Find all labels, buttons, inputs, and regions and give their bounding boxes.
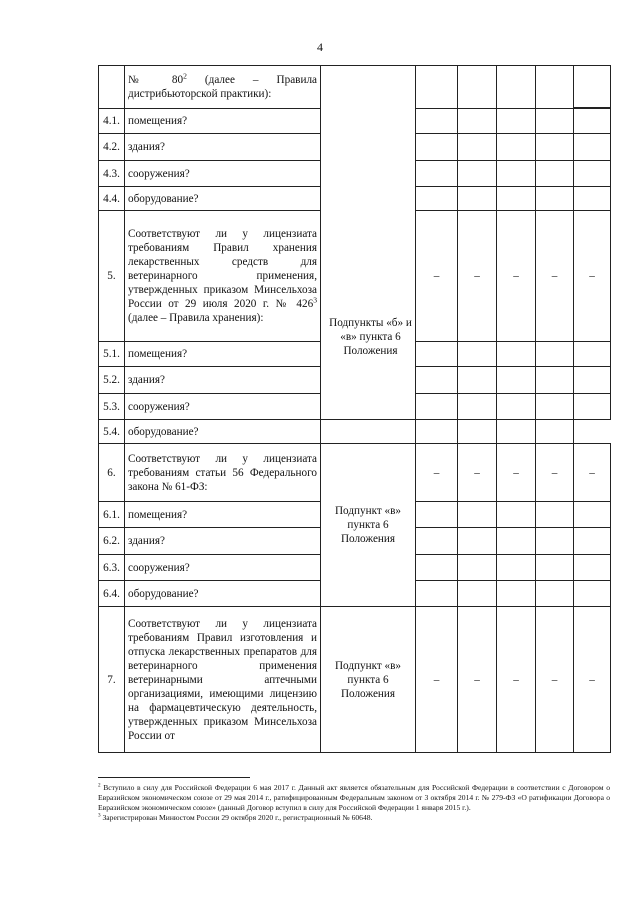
question-text: здания? (125, 367, 321, 394)
answer-dash: – (416, 607, 458, 753)
answer-dash: – (458, 607, 497, 753)
answer-dash: – (574, 211, 611, 342)
question-text: Соответствуют ли у лицензиата требованиям статьи 56 Федерального закона № 61-ФЗ: (125, 444, 321, 502)
question-text: сооружения? (125, 555, 321, 581)
reference-cell: Подпункт «в» пункта 6 Положения (321, 444, 416, 607)
row-number: 6.3. (99, 555, 125, 581)
answer-dash: – (497, 211, 536, 342)
answer-dash: – (458, 444, 497, 502)
page-number: 4 (317, 40, 323, 54)
answer-dash: – (458, 211, 497, 342)
footnote-separator (98, 777, 250, 778)
question-text: здания? (125, 134, 321, 161)
answer-dash: – (536, 211, 574, 342)
question-text: Соответствуют ли у лицензиата требованиям Правил изготовления и отпуска лекарственных препаратов для ветеринарного применения ветеринарными аптечными организациями, имеющими лицензию на фармацевтическую деятельность, утвержденных приказом Минсельхоза России от (125, 607, 321, 753)
footnote-3: $^3$ Зарегистрирован Минюстом России 29 октября 2020 г., регистрационный № 60648. (98, 812, 373, 822)
question-text: оборудование? (125, 420, 321, 444)
question-text: оборудование? (125, 581, 321, 607)
question-text: сооружения? (125, 394, 321, 420)
question-text: сооружения? (125, 161, 321, 187)
row-number: 4.2. (99, 134, 125, 161)
question-text: оборудование? (125, 187, 321, 211)
table-row (99, 607, 611, 753)
answer-dash: – (574, 444, 611, 502)
row-number: 4.3. (99, 161, 125, 187)
question-text: помещения? (125, 502, 321, 528)
answer-dash: – (536, 444, 574, 502)
row-number: 5.1. (99, 342, 125, 367)
answer-dash: – (497, 444, 536, 502)
question-text: помещения? (125, 342, 321, 367)
question-text: № $80^2$ (далее – Правила дистрибьюторской практики): (125, 66, 321, 109)
answer-dash: – (536, 607, 574, 753)
reference-cell: Подпункт «в» пункта 6 Положения (321, 607, 416, 753)
question-text: Соответствуют ли у лицензиата требованиям Правил хранения лекарственных средств для ветеринарного применения, утвержденных приказом Минсельхоза России от 29 июля 2020 г. № $426^3$ (далее – Правила хранения): (125, 211, 321, 342)
row-number: 4.1. (99, 109, 125, 134)
row-number: 5.3. (99, 394, 125, 420)
answer-dash: – (416, 211, 458, 342)
row-number: 6.4. (99, 581, 125, 607)
answer-dash: – (416, 444, 458, 502)
question-text: помещения? (125, 109, 321, 134)
footnotes (98, 783, 610, 823)
reference-cell-5: Подпункты «б» и «в» пункта 6 Положения (329, 317, 412, 357)
table-row (99, 444, 611, 502)
checklist-table (98, 65, 611, 753)
table-row (99, 420, 611, 444)
row-number: 5. (99, 211, 125, 342)
answer-dash: – (497, 607, 536, 753)
row-number: 5.4. (99, 420, 125, 444)
question-text: здания? (125, 528, 321, 555)
table-row (99, 66, 611, 108)
answer-dash: – (574, 607, 611, 753)
row-number: 5.2. (99, 367, 125, 394)
row-number: 4.4. (99, 187, 125, 211)
row-number: 6. (99, 444, 125, 502)
row-number: 6.2. (99, 528, 125, 555)
row-number: 6.1. (99, 502, 125, 528)
footnote-2: $^2$ Вступило в силу для Российской Федерации 6 мая 2017 г. Данный акт является обязательным для Российской Федерации в соответствии с Договором о Евразийском экономическом союзе от 29 мая 2014 г., ратифицированным Федеральным законом от 3 октября 2014 г. № 279-ФЗ «О ратификации Договора о Евразийском экономическом союзе» (данный Договор вступил в силу для Российской Федерации 1 января 2015 г.). (98, 782, 610, 812)
row-number: 7. (99, 607, 125, 753)
